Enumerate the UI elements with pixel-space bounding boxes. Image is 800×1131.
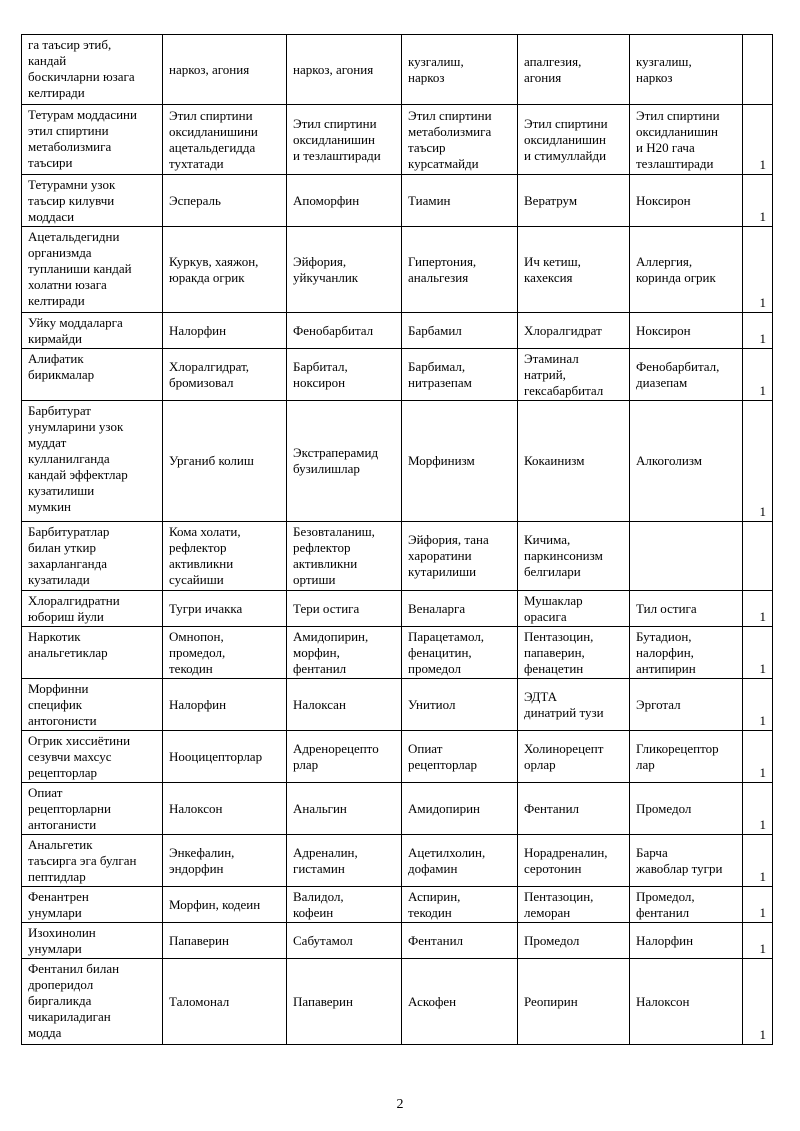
table-row xyxy=(22,679,773,731)
answer-key-cell: 1 xyxy=(743,959,773,1045)
answer-cell-5: Аллергия, коринда огрик xyxy=(630,227,743,313)
answer-key-cell: 1 xyxy=(743,591,773,627)
question-cell: Наркотик анальгетиклар xyxy=(22,627,163,679)
answer-cell-5: Ноксирон xyxy=(630,175,743,227)
question-cell: Фенантрен унумлари xyxy=(22,887,163,923)
answer-cell-2: Этил спиртини оксидланишин и тезлаштиради xyxy=(287,105,402,175)
answer-cell-4: Ич кетиш, кахексия xyxy=(518,227,630,313)
question-cell: Уйку моддаларга кирмайди xyxy=(22,313,163,349)
answer-key-cell: 1 xyxy=(743,679,773,731)
answer-cell-4: Этил спиртини оксидланишин и стимуллайди xyxy=(518,105,630,175)
question-cell: Барбитуратлар билан уткир захарланганда кузатилади xyxy=(22,522,163,591)
answer-cell-5: Бутадион, налорфин, антипирин xyxy=(630,627,743,679)
answer-cell-4: апалгезия, агония xyxy=(518,35,630,105)
answer-cell-1: Энкефалин, эндорфин xyxy=(163,835,287,887)
answer-cell-2: Фенобарбитал xyxy=(287,313,402,349)
page-number: 2 xyxy=(396,1097,404,1112)
answer-cell-2: Безовталаниш, рефлектор активликни ортиши xyxy=(287,522,402,591)
answer-cell-1: Нооцицепторлар xyxy=(163,731,287,783)
table-row xyxy=(22,175,773,227)
answer-cell-2: Адренорецепто рлар xyxy=(287,731,402,783)
answer-cell-2: Эйфория, уйкучанлик xyxy=(287,227,402,313)
answer-cell-4: Этаминал натрий, гексабарбитал xyxy=(518,349,630,401)
answer-cell-2: наркоз, агония xyxy=(287,35,402,105)
table-row xyxy=(22,105,773,175)
answer-cell-5: Тил остига xyxy=(630,591,743,627)
question-cell: Алифатик бирикмалар xyxy=(22,349,163,401)
table-row xyxy=(22,522,773,591)
answer-cell-4: ЭДТА динатрий тузи xyxy=(518,679,630,731)
table-row xyxy=(22,401,773,522)
answer-cell-3: Фентанил xyxy=(402,923,518,959)
answer-cell-5: Эрготал xyxy=(630,679,743,731)
answer-cell-4: Норадреналин, серотонин xyxy=(518,835,630,887)
answer-cell-3: Веналарга xyxy=(402,591,518,627)
answer-cell-4: Кичима, паркинсонизм белгилари xyxy=(518,522,630,591)
answer-cell-1: Эспераль xyxy=(163,175,287,227)
answer-cell-3: Парацетамол, фенацитин, промедол xyxy=(402,627,518,679)
question-cell: Ацетальдегидни организмда тупланиши кандай холатни юзага келтиради xyxy=(22,227,163,313)
answer-cell-2: Валидол, кофеин xyxy=(287,887,402,923)
answer-cell-4: Мушаклар орасига xyxy=(518,591,630,627)
table-row xyxy=(22,591,773,627)
answer-key-cell: 1 xyxy=(743,783,773,835)
answer-cell-3: Барбимал, нитразепам xyxy=(402,349,518,401)
question-cell: Фентанил билан дроперидол биргаликда чикариладиган модда xyxy=(22,959,163,1045)
answer-cell-3: Аскофен xyxy=(402,959,518,1045)
answer-cell-4: Реопирин xyxy=(518,959,630,1045)
answer-cell-1: Хлоралгидрат, бромизовал xyxy=(163,349,287,401)
answer-cell-3: Аспирин, текодин xyxy=(402,887,518,923)
answer-cell-2: Экстраперамид бузилишлар xyxy=(287,401,402,522)
answer-cell-4: Фентанил xyxy=(518,783,630,835)
answer-cell-1: Куркув, хаяжон, юракда огрик xyxy=(163,227,287,313)
answer-cell-1: Этил спиртини оксидланишини ацетальдегидда тухтатади xyxy=(163,105,287,175)
answer-cell-2: Налоксан xyxy=(287,679,402,731)
answer-cell-5: Промедол, фентанил xyxy=(630,887,743,923)
answer-key-cell: 1 xyxy=(743,923,773,959)
answer-cell-5: Фенобарбитал, диазепам xyxy=(630,349,743,401)
table-row xyxy=(22,35,773,105)
answer-cell-1: Папаверин xyxy=(163,923,287,959)
table-row xyxy=(22,887,773,923)
answer-cell-5: Барча жавоблар тугри xyxy=(630,835,743,887)
answer-key-cell: 1 xyxy=(743,313,773,349)
table-row xyxy=(22,731,773,783)
answer-cell-4: Промедол xyxy=(518,923,630,959)
answer-key-cell: 1 xyxy=(743,175,773,227)
table-row xyxy=(22,349,773,401)
answer-key-cell: 1 xyxy=(743,731,773,783)
answer-cell-3: Унитиол xyxy=(402,679,518,731)
answer-cell-2: Амидопирин, морфин, фентанил xyxy=(287,627,402,679)
answer-key-cell: 1 xyxy=(743,887,773,923)
question-cell: Анальгетик таъсирга эга булган пептидлар xyxy=(22,835,163,887)
question-cell: Морфинни специфик антогонисти xyxy=(22,679,163,731)
answer-cell-2: Тери остига xyxy=(287,591,402,627)
answer-cell-5: Промедол xyxy=(630,783,743,835)
answer-cell-2: Адреналин, гистамин xyxy=(287,835,402,887)
answer-cell-1: Омнопон, промедол, текодин xyxy=(163,627,287,679)
answer-cell-2: Барбитал, ноксирон xyxy=(287,349,402,401)
answer-cell-5: Алкоголизм xyxy=(630,401,743,522)
answer-key-cell: 1 xyxy=(743,401,773,522)
answer-cell-5: кузгалиш, наркоз xyxy=(630,35,743,105)
questions-table-body xyxy=(22,35,773,1045)
answer-cell-1: Тугри ичакка xyxy=(163,591,287,627)
question-cell: Барбитурат унумларини узок муддат кулланилганда кандай эффектлар кузатилиши мумкин xyxy=(22,401,163,522)
answer-cell-4: Пентазоцин, папаверин, фенацетин xyxy=(518,627,630,679)
table-row xyxy=(22,923,773,959)
question-cell: Тетурамни узок таъсир килувчи моддаси xyxy=(22,175,163,227)
answer-key-cell xyxy=(743,35,773,105)
question-cell: Хлоралгидратни юбориш йули xyxy=(22,591,163,627)
question-cell: Изохинолин унумлари xyxy=(22,923,163,959)
answer-cell-2: Анальгин xyxy=(287,783,402,835)
answer-cell-4: Холинорецепт орлар xyxy=(518,731,630,783)
answer-cell-3: кузгалиш, наркоз xyxy=(402,35,518,105)
answer-cell-1: Налоксон xyxy=(163,783,287,835)
answer-cell-3: Гипертония, анальгезия xyxy=(402,227,518,313)
answer-key-cell: 1 xyxy=(743,627,773,679)
answer-cell-1: наркоз, агония xyxy=(163,35,287,105)
question-cell: Огрик хиссиётини сезувчи махсус рецепторлар xyxy=(22,731,163,783)
table-row xyxy=(22,227,773,313)
answer-cell-1: Налорфин xyxy=(163,679,287,731)
answer-cell-1: Налорфин xyxy=(163,313,287,349)
answer-key-cell: 1 xyxy=(743,227,773,313)
answer-cell-1: Кома холати, рефлектор активликни сусайиши xyxy=(163,522,287,591)
answer-cell-2: Апоморфин xyxy=(287,175,402,227)
answer-cell-3: Ацетилхолин, дофамин xyxy=(402,835,518,887)
table-row xyxy=(22,959,773,1045)
question-cell: Опиат рецепторларни антоганисти xyxy=(22,783,163,835)
answer-cell-1: Урганиб колиш xyxy=(163,401,287,522)
answer-cell-3: Морфинизм xyxy=(402,401,518,522)
table-row xyxy=(22,835,773,887)
answer-cell-4: Вератрум xyxy=(518,175,630,227)
table-row xyxy=(22,627,773,679)
answer-key-cell: 1 xyxy=(743,105,773,175)
answer-cell-5: Налорфин xyxy=(630,923,743,959)
answer-cell-5: Этил спиртини оксидланишин и Н20 гача тезлаштиради xyxy=(630,105,743,175)
answer-cell-5: Ноксирон xyxy=(630,313,743,349)
questions-table xyxy=(21,34,773,1045)
answer-cell-1: Таломонал xyxy=(163,959,287,1045)
table-row xyxy=(22,313,773,349)
answer-cell-4: Хлоралгидрат xyxy=(518,313,630,349)
answer-cell-3: Тиамин xyxy=(402,175,518,227)
answer-cell-5: Гликорецептор лар xyxy=(630,731,743,783)
answer-cell-5 xyxy=(630,522,743,591)
answer-key-cell xyxy=(743,522,773,591)
answer-cell-5: Налоксон xyxy=(630,959,743,1045)
question-cell: га таъсир этиб, кандай боскичларни юзага келтиради xyxy=(22,35,163,105)
table-row xyxy=(22,783,773,835)
answer-cell-3: Этил спиртини метаболизмига таъсир курсатмайди xyxy=(402,105,518,175)
answer-key-cell: 1 xyxy=(743,835,773,887)
answer-cell-3: Барбамил xyxy=(402,313,518,349)
answer-cell-3: Эйфория, тана хароратини кутарилиши xyxy=(402,522,518,591)
answer-cell-3: Опиат рецепторлар xyxy=(402,731,518,783)
answer-cell-4: Кокаинизм xyxy=(518,401,630,522)
answer-cell-4: Пентазоцин, леморан xyxy=(518,887,630,923)
answer-key-cell: 1 xyxy=(743,349,773,401)
question-cell: Тетурам моддасини этил спиртини метаболизмига таъсири xyxy=(22,105,163,175)
answer-cell-2: Папаверин xyxy=(287,959,402,1045)
answer-cell-3: Амидопирин xyxy=(402,783,518,835)
answer-cell-1: Морфин, кодеин xyxy=(163,887,287,923)
answer-cell-2: Сабутамол xyxy=(287,923,402,959)
